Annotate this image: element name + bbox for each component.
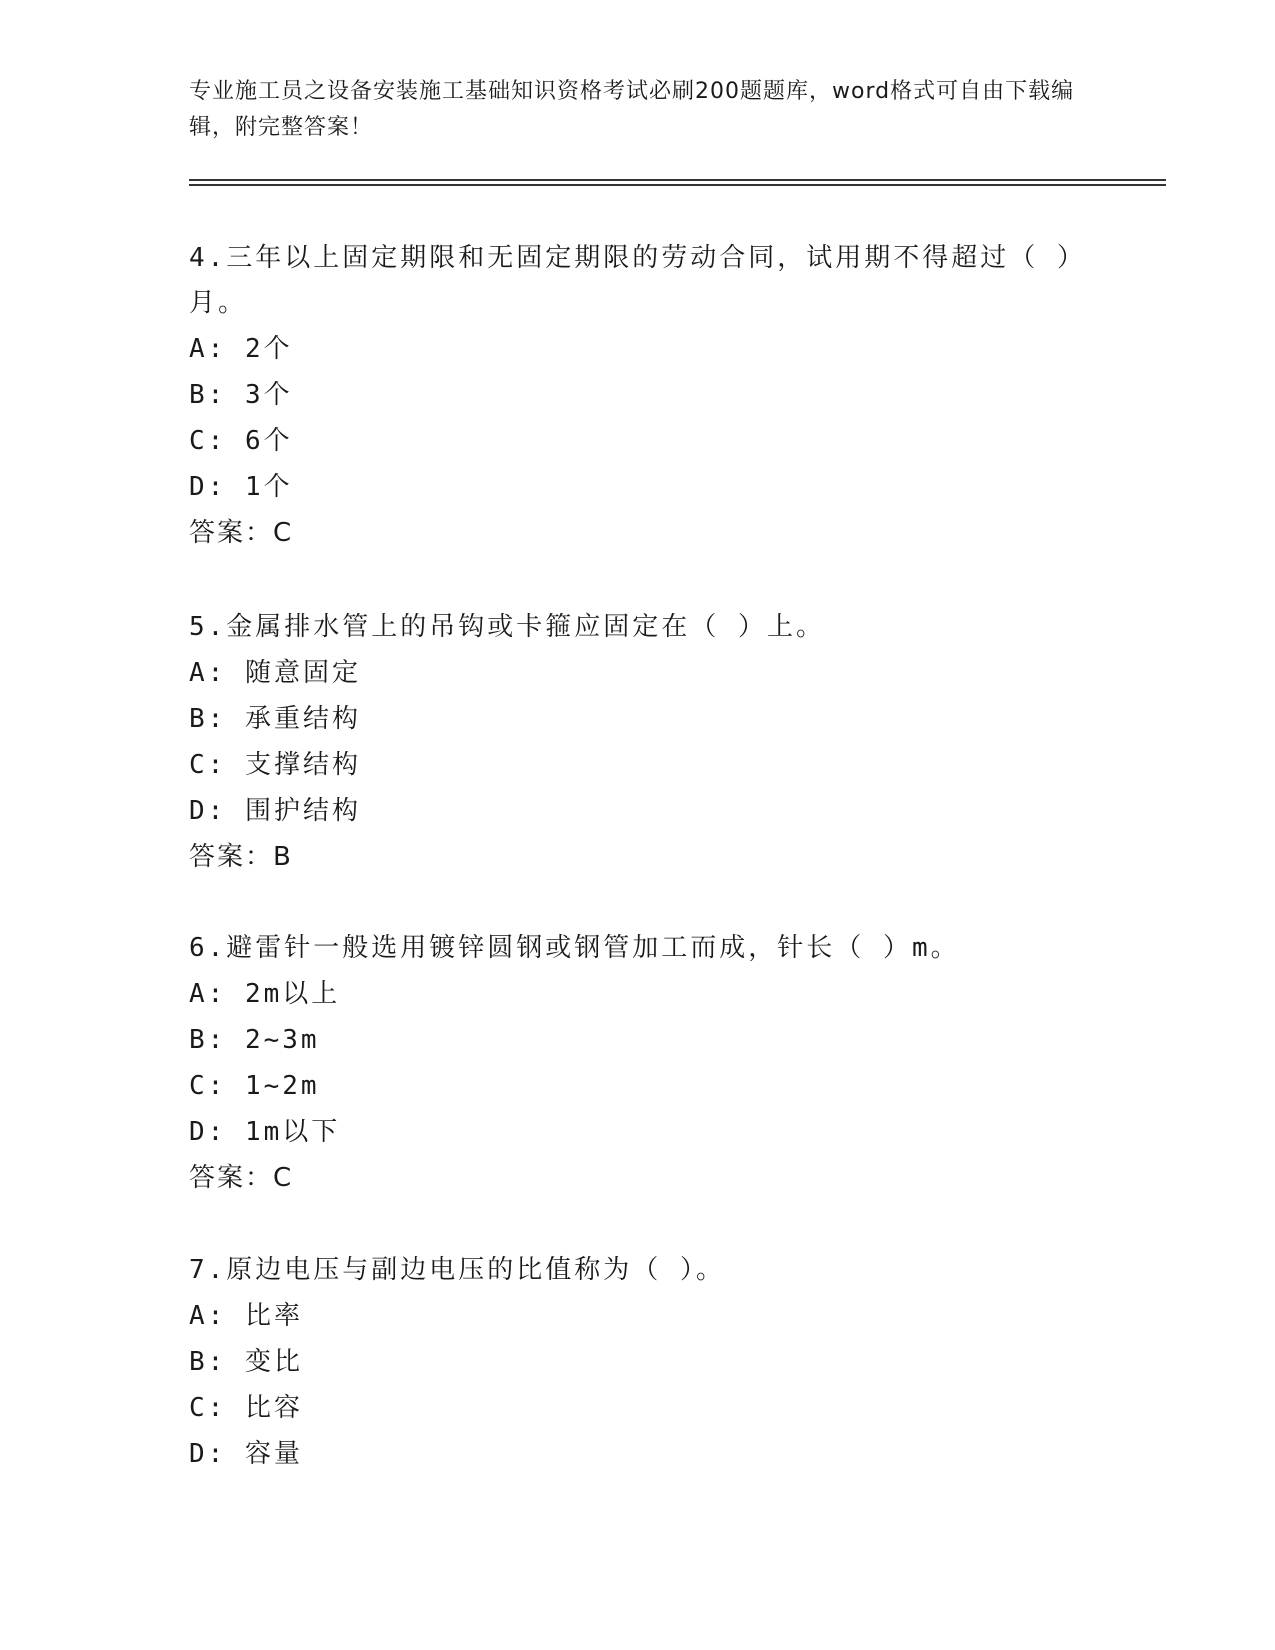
answer: 答案：B [189,842,293,872]
answer: 答案：C [189,1163,294,1193]
question-7 [189,1248,1089,1477]
question-stem: 5.金属排水管上的吊钩或卡箍应固定在（ ）上。 [189,612,825,642]
question-stem: 7.原边电压与副边电压的比值称为（ ）。 [189,1255,725,1285]
option-b: B: 承重结构 [189,704,361,734]
header-divider-bottom [189,184,1166,186]
option-a: A: 比率 [189,1301,303,1331]
document-header: 专业施工员之设备安装施工基础知识资格考试必刷200题题库，word格式可自由下载编辑，附完整答案！ [189,79,1075,140]
option-a: A: 随意固定 [189,658,361,688]
question-stem: 6.避雷针一般选用镀锌圆钢或钢管加工而成，针长（ ）m。 [189,933,960,963]
answer: 答案：C [189,518,294,548]
question-stem: 4.三年以上固定期限和无固定期限的劳动合同，试用期不得超过（ ）月。 [189,243,1086,318]
header-divider-top [189,179,1166,181]
option-a: A: 2个 [189,334,293,364]
option-c: C: 比容 [189,1393,303,1423]
option-b: B: 变比 [189,1347,303,1377]
option-b: B: 2~3m [189,1025,320,1055]
question-6 [189,926,1089,1201]
option-c: C: 支撑结构 [189,750,361,780]
question-4 [189,236,1089,556]
option-a: A: 2m以上 [189,979,341,1009]
question-5 [189,605,1089,880]
option-b: B: 3个 [189,380,293,410]
option-d: D: 容量 [189,1439,303,1469]
option-d: D: 围护结构 [189,796,361,826]
option-d: D: 1个 [189,472,293,502]
option-c: C: 1~2m [189,1071,320,1101]
option-c: C: 6个 [189,426,293,456]
option-d: D: 1m以下 [189,1117,341,1147]
